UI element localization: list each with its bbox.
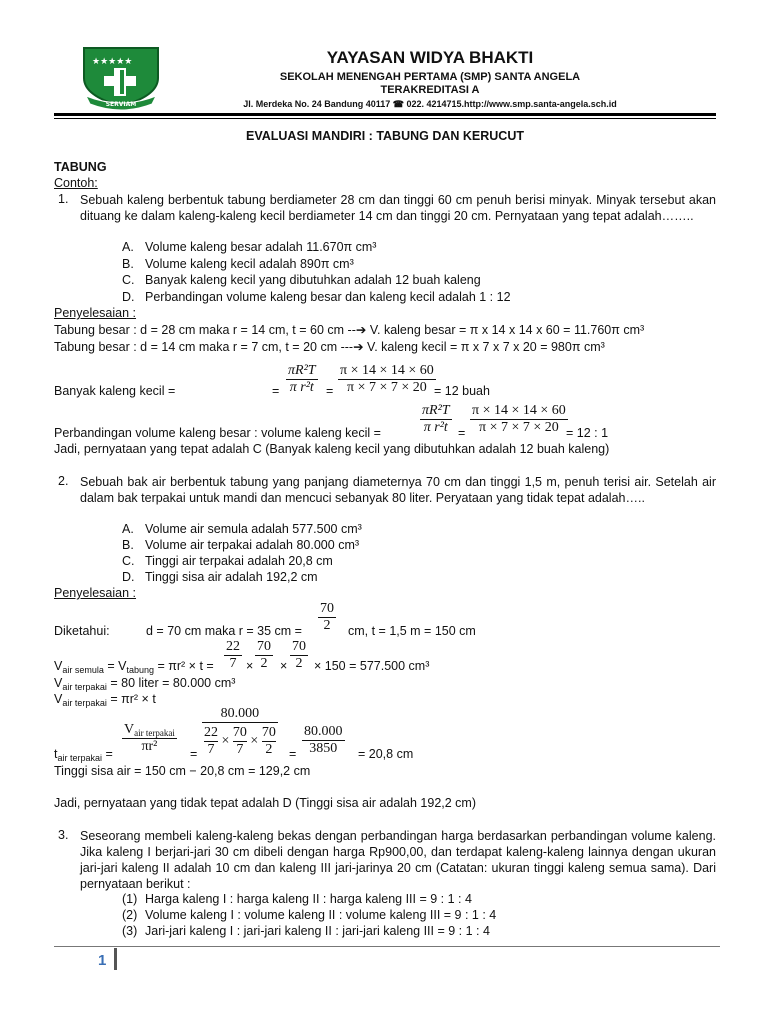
perb-result: = 12 : 1	[566, 426, 609, 440]
logo-text: SERVIAM	[105, 101, 137, 108]
q1-sol-line1: Tabung besar : d = 28 cm maka r = 14 cm, t = 60 cm --➔ V. kaleng besar = π x 14 x 14 x 60 = 11.760π cm³	[54, 323, 645, 337]
t-fraction-3: $\frac{80.000}{3850}$	[304, 724, 343, 756]
vsemula-line: $V_{air semula} = V_{tabung} = \pi r^2 \times t$ =	[54, 659, 214, 675]
q2-opt-b-label: B.	[122, 538, 134, 552]
q2-solution-title: Penyelesaian :	[54, 586, 137, 600]
contoh-label: Contoh:	[54, 176, 98, 190]
address: Jl. Merdeka No. 24 Bandung 40117 ☎ 022. 4214715.http://www.smp.santa-angela.sch.id	[243, 99, 617, 109]
t-fraction-2: 80.000 $\frac{22}{7}$ × $\frac{70}{7}$ × $\frac{70}{2}$	[204, 706, 276, 757]
q2-opt-c-label: C.	[122, 554, 135, 568]
svg-text:★★★★★: ★★★★★	[92, 57, 133, 67]
t-result: = 20,8 cm	[358, 747, 414, 761]
t-terpakai-label: $t_{air terpakai}$ =	[54, 747, 113, 763]
t-fraction-1: $V_{air terpakai}$ πr²	[124, 722, 175, 754]
q1-number: 1.	[58, 192, 69, 206]
org-name: YAYASAN WIDYA BHAKTI	[326, 48, 534, 67]
q1-text: Sebuah kaleng berbentuk tabung berdiameter 28 cm dan tinggi 60 cm penuh berisi minyak. Minyak tersebut akan dituang ke dalam kaleng-kaleng kecil berdiameter 14 cm dan tinggi 20 cm. Pernyataan yang tepat adalah……..	[80, 193, 716, 223]
school-logo	[80, 44, 162, 110]
q3-item-3: Jari-jari kaleng I : jari-jari kaleng II : jari-jari kaleng III = 9 : 1 : 4	[145, 924, 490, 938]
frac-70-2-b: $\frac{70}{2}$	[257, 639, 271, 671]
q3-item-2-label: (2)	[122, 908, 138, 922]
page-number: 1	[98, 952, 107, 969]
perb-fraction-2: $\frac{\pi \times 14 \times 14 \times 60}{\pi \times 7 \times 7 \times 20}$	[472, 403, 566, 435]
school-name: SEKOLAH MENENGAH PERTAMA (SMP) SANTA ANGELA	[279, 71, 581, 83]
banyak-eq: =	[272, 384, 280, 398]
vterpakai-line: $V_{air terpakai} = 80$ liter = 80.000 cm³	[54, 676, 236, 692]
q1-opt-b: Volume kaleng kecil adalah 890π cm³	[145, 257, 354, 271]
frac-70-2: $\frac{70}{2}$	[320, 601, 334, 633]
times-1: ×	[246, 659, 254, 673]
q1-opt-a: Volume kaleng besar adalah 11.670π cm³	[145, 240, 377, 254]
q1-opt-b-label: B.	[122, 257, 134, 271]
perb-eq: =	[458, 426, 466, 440]
tinggi-sisa: Tinggi sisa air = 150 cm − 20,8 cm = 129,2 cm	[54, 764, 311, 778]
footer-bar	[114, 948, 117, 970]
q2-opt-d: Tinggi sisa air adalah 192,2 cm	[145, 570, 318, 584]
banyak-result: = 12 buah	[434, 384, 490, 398]
perb-fraction-1: $\frac{\text{πR²T}}{\text{π r²t}}$	[422, 403, 450, 435]
vterpakai-formula: $V_{air terpakai} = \pi r^2 \times t$	[54, 692, 156, 708]
header-divider	[54, 113, 716, 116]
footer-divider	[54, 946, 720, 947]
times-2: ×	[280, 659, 288, 673]
q2-opt-b: Volume air terpakai adalah 80.000 cm³	[145, 538, 360, 552]
q2-opt-a: Volume air semula adalah 577.500 cm³	[145, 522, 362, 536]
banyak-eq2: =	[326, 384, 334, 398]
frac-70-2-c: $\frac{70}{2}$	[292, 639, 306, 671]
q2-conclusion: Jadi, pernyataan yang tidak tepat adalah D (Tinggi sisa air adalah 192,2 cm)	[54, 796, 477, 810]
frac-22-7: $\frac{22}{7}$	[226, 639, 240, 671]
banyak-label: Banyak kaleng kecil =	[54, 384, 176, 398]
q2-opt-c: Tinggi air terpakai adalah 20,8 cm	[145, 554, 333, 568]
q1-opt-a-label: A.	[122, 240, 134, 254]
diketahui-1: d = 70 cm maka r = 35 cm =	[146, 624, 302, 638]
q1-opt-c-label: C.	[122, 273, 135, 287]
page-title: EVALUASI MANDIRI : TABUNG DAN KERUCUT	[246, 129, 524, 143]
q2-text: Sebuah bak air berbentuk tabung yang panjang diameternya 70 cm dan tinggi 1,5 m, penuh terisi air. Setelah air dalam bak terpakai untuk mandi dan mencuci sebanyak 80 liter. Peryataan yang tidak tepat adalah…..	[80, 475, 716, 505]
perb-label: Perbandingan volume kaleng besar : volume kaleng kecil =	[54, 426, 381, 440]
q2-opt-a-label: A.	[122, 522, 134, 536]
q3-text: Seseorang membeli kaleng-kaleng bekas dengan perbandingan harga berdasarkan perbandingan volume kaleng. Jika kaleng I berjari-jari 30 cm dibeli dengan harga Rp900,00, dan terdapat kaleng-kaleng lainnya dengan ukuran jari-jari kaleng II adalah 10 cm dan kaleng III jari-jarinya 20 cm (Catatan: ukuran tinggi kaleng semua sama). Dari pernyataan berikut :	[80, 829, 716, 891]
header-divider-thin	[54, 118, 716, 119]
q2-opt-d-label: D.	[122, 570, 135, 584]
vsemula-result: × 150 = 577.500 cm³	[314, 659, 430, 673]
q1-opt-c: Banyak kaleng kecil yang dibutuhkan adalah 12 buah kaleng	[145, 273, 481, 287]
q1-solution-title: Penyelesaian :	[54, 306, 137, 320]
q1-opt-d: Perbandingan volume kaleng besar dan kaleng kecil adalah 1 : 12	[145, 290, 511, 304]
q1-sol-line2: Tabung besar : d = 14 cm maka r = 7 cm, t = 20 cm ---➔ V. kaleng kecil = π x 7 x 7 x 20 = 980π cm³	[54, 340, 605, 354]
diketahui-2: cm, t = 1,5 m = 150 cm	[348, 624, 476, 638]
diketahui-label: Diketahui:	[54, 624, 110, 638]
accreditation: TERAKREDITASI A	[380, 84, 480, 96]
q3-item-1: Harga kaleng I : harga kaleng II : harga kaleng III = 9 : 1 : 4	[145, 892, 472, 906]
banyak-fraction-1: $\frac{\text{πR²T}}{\text{π r²t}}$	[288, 363, 316, 395]
t-eq-2: =	[190, 747, 198, 761]
t-eq-3: =	[289, 747, 297, 761]
q3-item-1-label: (1)	[122, 892, 138, 906]
q3-number: 3.	[58, 828, 69, 842]
q3-item-2: Volume kaleng I : volume kaleng II : volume kaleng III = 9 : 1 : 4	[145, 908, 497, 922]
q2-number: 2.	[58, 474, 69, 488]
banyak-fraction-2: $\frac{\pi \times 14 \times 14 \times 60}{\pi \times 7 \times 7 \times 20}$	[340, 363, 434, 395]
section-title: TABUNG	[54, 160, 107, 174]
q1-opt-d-label: D.	[122, 290, 135, 304]
q3-item-3-label: (3)	[122, 924, 138, 938]
q1-conclusion: Jadi, pernyataan yang tepat adalah C (Banyak kaleng kecil yang dibutuhkan adalah 12 buah kaleng)	[54, 442, 610, 456]
